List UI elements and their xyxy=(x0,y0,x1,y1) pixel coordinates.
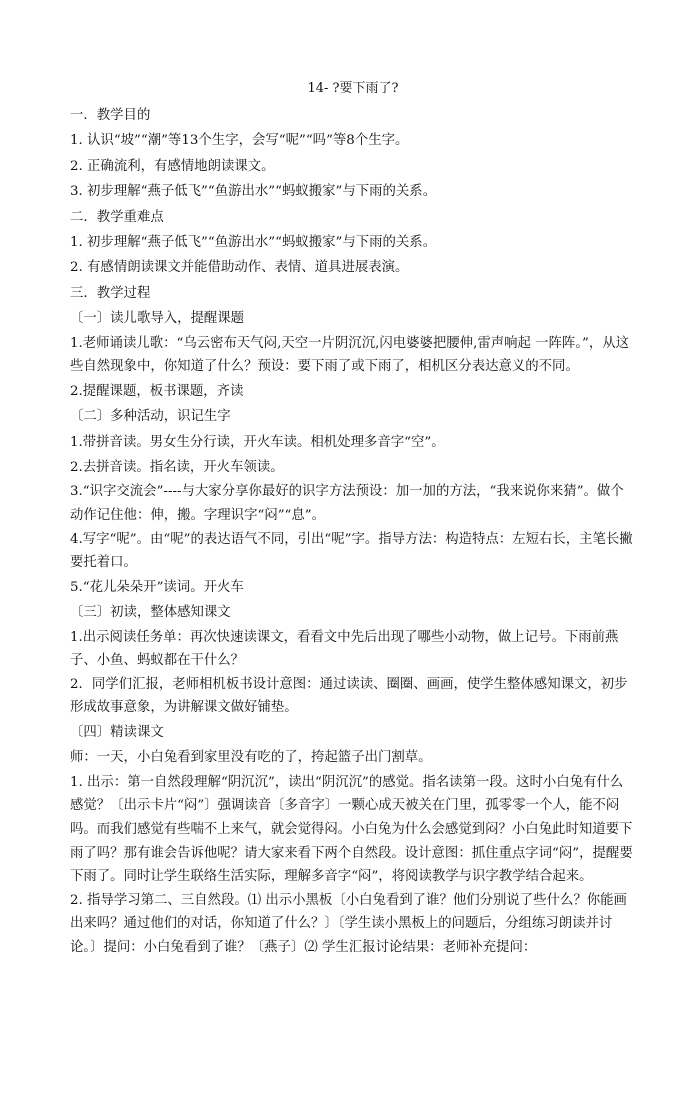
paragraph-line: 2. 有感情朗读课文并能借助动作、表情、道具进展表演。 xyxy=(70,260,409,276)
subsection-heading: 〔三〕初读，整体感知课文 xyxy=(70,605,231,621)
paragraph-line: 1.带拼音读。男女生分行读，开火车读。相机处理多音字“空”。 xyxy=(70,434,445,450)
paragraph-line: 2.提醒课题，板书课题，齐读 xyxy=(70,383,244,399)
paragraph-line: 3. 初步理解“燕子低飞”“鱼游出水”“蚂蚁搬家”与下雨的关系。 xyxy=(70,184,437,200)
paragraph-line: 5.“花儿朵朵开”读词。开火车 xyxy=(70,579,244,595)
paragraph: 1.出示阅读任务单：再次快速读课文，看看文中先后出现了哪些小动物，做上记号。下雨前燕子、小鱼、蚂蚁都在干什么？ xyxy=(70,629,619,669)
section-heading-goals: 一．教学目的 xyxy=(70,108,151,123)
subsection-heading: 〔二〕多种活动，识记生字 xyxy=(70,409,231,425)
paragraph-line: 2. 正确流利，有感情地朗读课文。 xyxy=(70,158,275,174)
paragraph: 1. 出示：第一自然段理解“阴沉沉”，读出“阴沉沉”的感觉。指名读第一段。这时小白兔有什么感觉？〔出示卡片“闷”〕强调读音〔多音字〕一颗心成天被关在门里，孤零零一个人，能不闷吗。而我们感觉有些喘不上来气，就会觉得闷。小白兔为什么会感觉到闷？小白兔此时知道要下雨了吗？那有谁会告诉他呢？请大家来看下两个自然段。设计意图：抓住重点字词“闷”，提醒要下雨了。同时让学生联络生活实际，理解多音字“闷”，将阅读教学与识字教学结合起来。 xyxy=(70,774,633,885)
paragraph: 2. 指导学习第二、三自然段。⑴ 出示小黑板〔小白兔看到了谁？他们分别说了些什么？你能画出来吗？通过他们的对话，你知道了什么？〕〔学生读小黑板上的问题后，分组练习朗读并讨论。〕提问：小白兔看到了谁？〔燕子〕⑵ 学生汇报讨论结果：老师补充提问： xyxy=(70,892,627,955)
subsection-heading: 〔四〕精读课文 xyxy=(70,725,164,741)
subsection-heading: 〔一〕读儿歌导入，提醒课题 xyxy=(70,311,245,327)
paragraph-line: 1. 初步理解“燕子低飞”“鱼游出水”“蚂蚁搬家”与下雨的关系。 xyxy=(70,235,437,251)
section-heading-process: 三．教学过程 xyxy=(70,285,151,301)
paragraph: 3.“识字交流会”----与大家分享你最好的识字方法预设：加一加的方法，“我来说你来猜”。做个动作记住他：伸，搬。字理识字“闷”“息”。 xyxy=(70,484,624,524)
section-heading-key-points: 二．教学重难点 xyxy=(70,209,164,225)
paragraph-line: 1. 认识“坡”“潮”等13个生字，会写“呢”“吗”等8个生字。 xyxy=(70,133,409,149)
document-page xyxy=(70,80,636,960)
paragraph-line: 2.去拼音读。指名读，开火车领读。 xyxy=(70,460,284,476)
document-title: 14- ?要下雨了? xyxy=(307,81,399,96)
paragraph: 4.写字“呢”。由“呢”的表达语气不同，引出“呢”字。指导方法：构造特点：左短右长，主笔长撇要托着口。 xyxy=(70,531,633,571)
paragraph: 1.老师诵读儿歌：“乌云密布天气闷,天空一片阴沉沉,闪电婆婆把腰伸,雷声响起 一阵阵。”，从这些自然现象中，你知道了什么？预设：要下雨了或下雨了，相机区分表达意义的不同。 xyxy=(70,335,630,375)
paragraph: 2．同学们汇报，老师相机板书设计意图：通过读读、圈圈、画画，使学生整体感知课文，初步形成故事意象，为讲解课文做好铺垫。 xyxy=(70,676,628,716)
paragraph-line: 师：一天，小白兔看到家里没有吃的了，挎起篮子出门割草。 xyxy=(70,750,432,766)
